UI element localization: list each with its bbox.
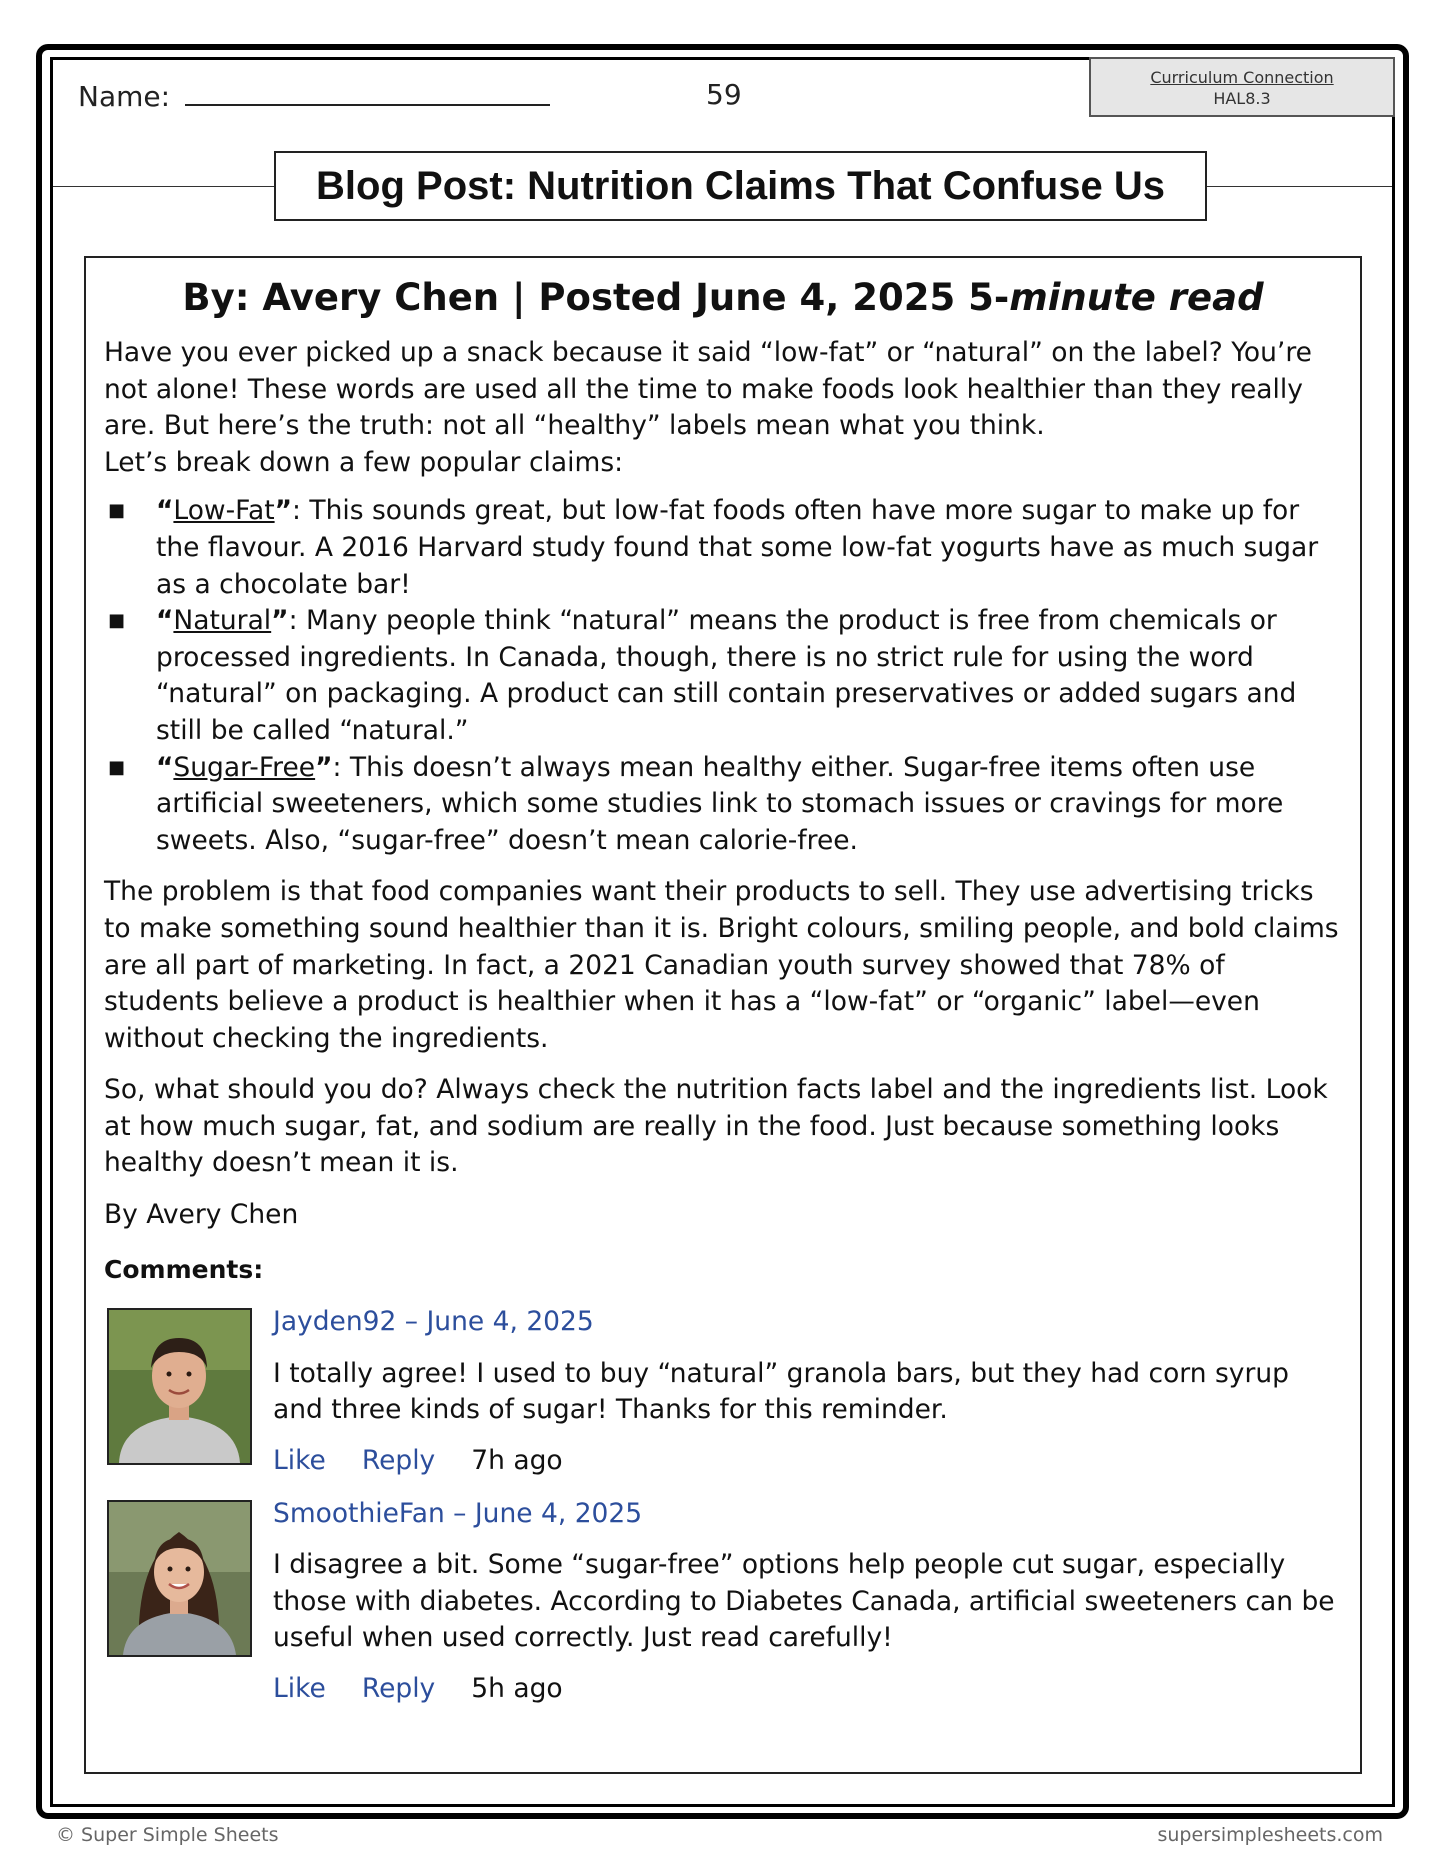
comment-author[interactable]: Jayden92 – June 4, 2025 xyxy=(273,1306,594,1338)
list-item xyxy=(104,750,1346,860)
comment-text: I totally agree! I used to buy “natural” granola bars, but they had corn syrup and three kinds of sugar! Thanks for this reminder. xyxy=(273,1357,1289,1426)
comment xyxy=(104,1496,1346,1708)
reply-button[interactable]: Reply xyxy=(361,1673,436,1704)
blog-body xyxy=(104,335,1346,1708)
like-button[interactable]: Like xyxy=(273,1673,326,1704)
byline-main: By: Avery Chen | Posted June 4, 2025 5- xyxy=(182,276,1010,319)
list-item xyxy=(104,493,1346,603)
avatar xyxy=(107,1308,252,1465)
list-item xyxy=(104,603,1346,749)
open-quote: “ xyxy=(156,495,174,527)
bullet-square-icon: ■ xyxy=(108,500,126,522)
bullet-square-icon: ■ xyxy=(108,756,126,778)
advice-paragraph: So, what should you do? Always check the nutrition facts label and the ingredients list. Look at how much sugar, fat, and sodium are really in the food. Just because something looks healthy doesn’t mean it is. xyxy=(104,1074,1328,1179)
comment-author[interactable]: SmoothieFan – June 4, 2025 xyxy=(273,1497,643,1529)
claim-term: Sugar-Free xyxy=(173,751,316,783)
close-quote: ” xyxy=(274,495,293,527)
bullet-square-icon: ■ xyxy=(108,610,126,632)
reply-button[interactable]: Reply xyxy=(361,1445,436,1477)
claim-text: : This doesn’t always mean healthy either. Sugar-free items often use artificial sweeteners, which some studies link to stomach issues or cravings for more sweets. Also, “sugar-free” doesn’t mean calorie-free. xyxy=(156,751,1284,856)
byline xyxy=(86,276,1360,319)
comments-heading: Comments: xyxy=(104,1254,264,1284)
marketing-paragraph: The problem is that food companies want their products to sell. They use advertising tricks to make something sound healthier than it is. Bright colours, smiling people, and bold claims are all part of marketing. In fact, a 2021 Canadian youth survey showed that 78% of students believe a product is healthier when it has a “low-fat” or “organic” label—even without checking the ingredients. xyxy=(104,876,1339,1054)
curriculum-connection-box xyxy=(1089,57,1395,117)
avatar-boy-photo-icon xyxy=(109,1310,250,1463)
page-title: Blog Post: Nutrition Claims That Confuse Us xyxy=(274,151,1207,221)
name-label: Name: xyxy=(78,80,171,113)
claim-text: : This sounds great, but low-fat foods often have more sugar to make up for the flavour. A 2016 Harvard study found that some low-fat yogurts have as much sugar as a chocolate bar! xyxy=(156,495,1319,600)
close-quote: ” xyxy=(315,751,333,783)
name-blank-line[interactable] xyxy=(185,78,550,106)
comment-timestamp: 7h ago xyxy=(471,1445,563,1477)
claim-text: : Many people think “natural” means the product is free from chemicals or processed ingredients. In Canada, though, there is no strict rule for using the word “natural” on packaging. A product can still contain preservatives or added sugars and still be called “natural.” xyxy=(156,605,1297,746)
blog-post-box xyxy=(84,256,1362,1774)
like-button[interactable]: Like xyxy=(273,1445,326,1477)
curriculum-title: Curriculum Connection xyxy=(1150,68,1334,87)
page-number: 59 xyxy=(706,78,742,111)
curriculum-code: HAL8.3 xyxy=(1213,89,1271,108)
signoff: By Avery Chen xyxy=(104,1199,299,1231)
comment-actions xyxy=(273,1671,1346,1708)
avatar-girl-photo-icon xyxy=(109,1502,250,1655)
open-quote: “ xyxy=(156,605,174,637)
footer-copyright: © Super Simple Sheets xyxy=(56,1824,279,1846)
avatar xyxy=(107,1500,252,1657)
claim-term: Low-Fat xyxy=(173,495,275,527)
comment-text: I disagree a bit. Some “sugar-free” options help people cut sugar, especially those with diabetes. According to Diabetes Canada, artificial sweeteners can be useful when used correctly. Just read carefully! xyxy=(273,1549,1335,1654)
claims-list xyxy=(104,493,1346,859)
open-quote: “ xyxy=(156,751,174,783)
comment xyxy=(104,1304,1346,1479)
comment-actions xyxy=(273,1443,1346,1480)
comment-timestamp: 5h ago xyxy=(471,1673,563,1704)
intro-lead-in: Let’s break down a few popular claims: xyxy=(104,446,624,478)
name-field xyxy=(78,78,550,113)
close-quote: ” xyxy=(271,605,289,637)
intro-paragraph: Have you ever picked up a snack because it said “low-fat” or “natural” on the label? You’re not alone! These words are used all the time to make foods look healthier than they really are. But here’s the truth: not all “healthy” labels mean what you think. xyxy=(104,337,1312,442)
claim-term: Natural xyxy=(173,605,272,637)
byline-read-time: minute read xyxy=(1009,276,1264,319)
footer-website[interactable]: supersimplesheets.com xyxy=(1157,1824,1383,1846)
